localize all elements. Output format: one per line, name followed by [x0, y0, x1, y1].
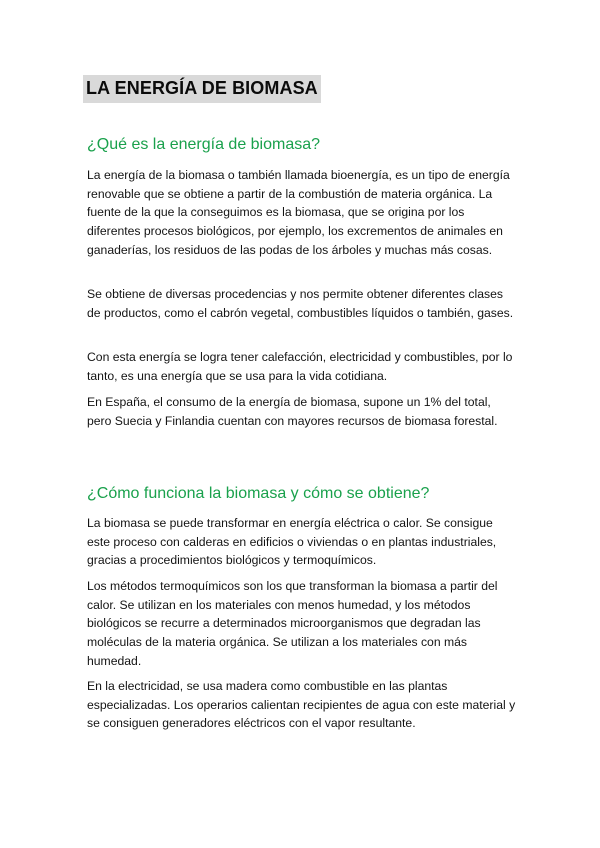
- paragraph: Los métodos termoquímicos son los que transforman la biomasa a partir del calor. Se utilizan en los materiales con menos humedad, y los métodos biológicos se recurre a determinados microorganismos que degradan las moléculas de la materia orgánica. Se utilizan a los materiales con más humedad.: [87, 579, 498, 668]
- section-heading-how-it-works: ¿Cómo funciona la biomasa y cómo se obtiene?: [87, 485, 430, 502]
- paragraph: En España, el consumo de la energía de biomasa, supone un 1% del total, pero Suecia y Finlandia cuentan con mayores recursos de biomasa forestal.: [87, 395, 498, 428]
- paragraph: En la electricidad, se usa madera como combustible en las plantas especializadas. Los operarios calientan recipientes de agua con este material y se consiguen generadores eléctricos con el vapor resultante.: [87, 679, 516, 731]
- document-title: LA ENERGÍA DE BIOMASA: [83, 75, 321, 103]
- paragraph: La energía de la biomasa o también llamada bioenergía, es un tipo de energía renovable que se obtiene a partir de la combustión de materia orgánica. La fuente de la que la conseguimos es la biomasa, que se origina por los diferentes procesos biológicos, por ejemplo, los excrementos de animales en ganaderías, los residuos de las podas de los árboles y muchas más cosas.: [87, 168, 510, 257]
- paragraph: Con esta energía se logra tener calefacción, electricidad y combustibles, por lo tanto, es una energía que se usa para la vida cotidiana.: [87, 350, 513, 383]
- section-heading-what-is-biomass: ¿Qué es la energía de biomasa?: [87, 136, 321, 153]
- paragraph: La biomasa se puede transformar en energía eléctrica o calor. Se consigue este proceso con calderas en edificios o viviendas o en plantas industriales, gracias a procedimientos biológicos y termoquímicos.: [87, 516, 497, 568]
- paragraph: Se obtiene de diversas procedencias y nos permite obtener diferentes clases de productos, como el cabrón vegetal, combustibles líquidos o también, gases.: [87, 287, 514, 320]
